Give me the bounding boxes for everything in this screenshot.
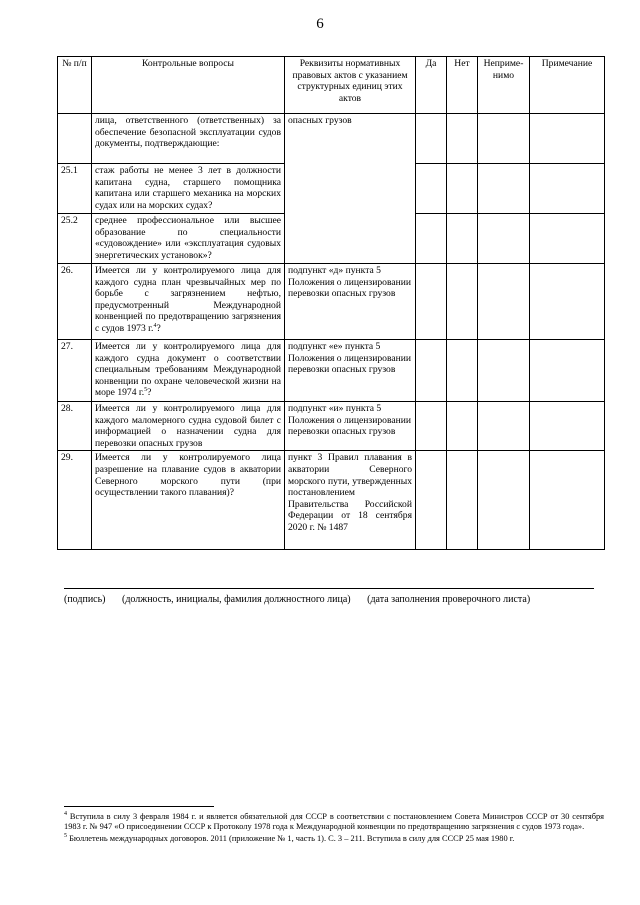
table-header-row — [58, 57, 605, 114]
row-number: 27. — [58, 340, 92, 402]
row-question: Имеется ли у контролируемого лица для каждого маломерного судна судовой билет с информацией о назначении судна для перевозки опасных грузов — [92, 402, 285, 451]
answer-yes-cell[interactable] — [416, 164, 447, 214]
row-requisites: пункт 3 Правил плавания в акватории Северного морского пути, утвержденных постановлением Правительства Российской Федерации от 18 сентября 2020 г. № 1487 — [285, 451, 416, 550]
footnote-mark: 5 — [64, 833, 67, 840]
footnote-separator — [64, 806, 214, 807]
row-requisites: подпункт «е» пункта 5 Положения о лицензировании перевозки опасных грузов — [285, 340, 416, 402]
row-requisites: опасных грузов — [285, 114, 416, 264]
answer-yes-cell[interactable] — [416, 402, 447, 451]
header-no: Нет — [447, 57, 478, 114]
row-requisites: подпункт «и» пункта 5 Положения о лицензировании перевозки опасных грузов — [285, 402, 416, 451]
note-cell[interactable] — [530, 402, 605, 451]
header-question: Контрольные вопросы — [92, 57, 285, 114]
row-question: стаж работы не менее 3 лет в должности капитана судна, старшего помощника капитана или старшего механика на морских судах или на морских судах? — [92, 164, 285, 214]
row-question: среднее профессиональное или высшее образование по специальности «судовождение» или «эксплуатация судовых энергетических установок»? — [92, 214, 285, 264]
row-requisites: подпункт «д» пункта 5 Положения о лицензировании перевозки опасных грузов — [285, 264, 416, 340]
table-row — [58, 264, 605, 340]
answer-yes-cell[interactable] — [416, 214, 447, 264]
footnote — [64, 812, 604, 833]
page-number: 6 — [316, 16, 324, 32]
row-number: 26. — [58, 264, 92, 340]
question-tail: ? — [147, 387, 152, 399]
footnote-text: Бюллетень международных договоров. 2011 (приложение № 1, часть 1). С. 3 – 211. Вступила в силу для СССР 25 мая 1980 г. — [69, 833, 515, 843]
note-cell[interactable] — [530, 340, 605, 402]
row-question — [92, 264, 285, 340]
answer-na-cell[interactable] — [478, 214, 530, 264]
row-question: лица, ответственного (ответственных) за обеспечение безопасной эксплуатации судов документы, подтверждающие: — [92, 114, 285, 164]
signature-label-date: (дата заполнения проверочного листа) — [367, 594, 531, 605]
table-row — [58, 340, 605, 402]
answer-yes-cell[interactable] — [416, 114, 447, 164]
answer-na-cell[interactable] — [478, 264, 530, 340]
answer-no-cell[interactable] — [447, 402, 478, 451]
answer-no-cell[interactable] — [447, 451, 478, 550]
answer-na-cell[interactable] — [478, 164, 530, 214]
header-yes: Да — [416, 57, 447, 114]
question-text: Имеется ли у контролируемого лица для каждого судна план чрезвычайных мер по борьбе с загрязнением нефтью, предусмотренный Международной конвенцией по предотвращению загрязнения с судов 1973 г. — [95, 265, 281, 334]
row-number: 25.1 — [58, 164, 92, 214]
footnote-ref: 5 — [144, 387, 148, 394]
answer-no-cell[interactable] — [447, 114, 478, 164]
footnotes — [64, 812, 604, 845]
answer-no-cell[interactable] — [447, 264, 478, 340]
question-tail: ? — [156, 322, 161, 334]
answer-yes-cell[interactable] — [416, 340, 447, 402]
checklist-table — [57, 56, 605, 550]
note-cell[interactable] — [530, 451, 605, 550]
row-question — [92, 340, 285, 402]
answer-na-cell[interactable] — [478, 451, 530, 550]
footnote-ref: 4 — [153, 322, 157, 329]
header-not-applicable: Непримe-нимо — [478, 57, 530, 114]
answer-yes-cell[interactable] — [416, 451, 447, 550]
row-question: Имеется ли у контролируемого лица разрешение на плавание судов в акватории Северного морского пути (при осуществлении такого плавания)? — [92, 451, 285, 550]
signature-label-sign: (подпись) — [64, 594, 106, 605]
signature-labels — [64, 594, 544, 605]
row-number — [58, 114, 92, 164]
question-text: Имеется ли у контролируемого лица для каждого судна документ о соответствии специальным требованиям Международной конвенции по охране человеческой жизни на море 1974 г. — [95, 341, 281, 399]
table-row — [58, 402, 605, 451]
note-cell[interactable] — [530, 164, 605, 214]
footnote — [64, 834, 604, 844]
header-note: Примечание — [530, 57, 605, 114]
row-number: 28. — [58, 402, 92, 451]
answer-na-cell[interactable] — [478, 114, 530, 164]
note-cell[interactable] — [530, 214, 605, 264]
answer-no-cell[interactable] — [447, 340, 478, 402]
footnote-text: Вступила в силу 3 февраля 1984 г. и является обязательной для СССР в соответствии с постановлением Совета Министров СССР от 30 сентября 1983 г. № 947 «О присоединении СССР к Протоколу 1978 года к Международной конвенции по предотвращению загрязнения с судов 1973 года». — [64, 812, 605, 832]
row-number: 29. — [58, 451, 92, 550]
note-cell[interactable] — [530, 114, 605, 164]
signature-line — [64, 588, 594, 589]
answer-na-cell[interactable] — [478, 402, 530, 451]
answer-na-cell[interactable] — [478, 340, 530, 402]
table-row — [58, 451, 605, 550]
note-cell[interactable] — [530, 264, 605, 340]
row-number: 25.2 — [58, 214, 92, 264]
answer-no-cell[interactable] — [447, 164, 478, 214]
answer-no-cell[interactable] — [447, 214, 478, 264]
answer-yes-cell[interactable] — [416, 264, 447, 340]
signature-label-position: (должность, инициалы, фамилия должностного лица) — [122, 594, 351, 605]
footnote-mark: 4 — [64, 811, 67, 818]
header-num: № п/п — [58, 57, 92, 114]
header-requisites: Реквизиты нормативных правовых актов с указанием структурных единиц этих актов — [285, 57, 416, 114]
table-row — [58, 114, 605, 164]
